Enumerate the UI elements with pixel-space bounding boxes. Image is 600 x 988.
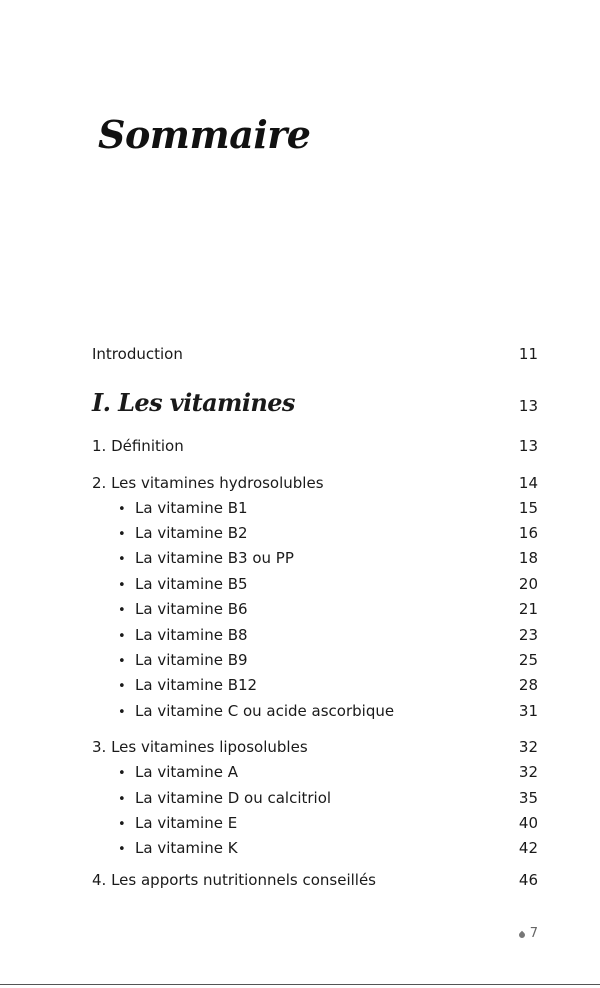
toc-label: • La vitamine A	[118, 762, 238, 784]
toc-entry-part-vitamines[interactable]	[92, 388, 538, 417]
toc-subentry[interactable]	[118, 625, 538, 647]
toc-page: 31	[518, 702, 538, 720]
toc-label: • La vitamine B6	[118, 599, 248, 621]
toc-subentry[interactable]	[118, 498, 538, 520]
bottom-divider	[0, 984, 600, 985]
toc-label: • La vitamine B3 ou PP	[118, 548, 294, 570]
toc-label: 2. Les vitamines hydrosolubles	[92, 474, 324, 492]
toc-page: 14	[518, 474, 538, 492]
drop-icon	[517, 930, 525, 938]
page-number: 7	[529, 926, 538, 941]
toc-label: • La vitamine B9	[118, 650, 248, 672]
toc-label: • La vitamine C ou acide ascorbique	[118, 701, 394, 723]
toc-page: 25	[518, 651, 538, 669]
toc-subentry[interactable]	[118, 548, 538, 570]
toc-label: • La vitamine E	[118, 813, 237, 835]
toc-subentry[interactable]	[118, 762, 538, 784]
toc-entry-apports[interactable]	[92, 870, 538, 890]
toc-page: 21	[518, 600, 538, 618]
toc-page: 32	[518, 763, 538, 781]
toc-label: 1. Définition	[92, 437, 184, 455]
toc-subentry[interactable]	[118, 838, 538, 860]
page-footer	[519, 926, 538, 941]
toc-page: 13	[518, 397, 538, 415]
toc-label: 4. Les apports nutritionnels conseillés	[92, 871, 376, 889]
toc-page: 46	[518, 871, 538, 889]
toc-page: 11	[518, 345, 538, 363]
toc-entry-liposolubles[interactable]	[92, 737, 538, 757]
toc-entry-definition[interactable]	[92, 436, 538, 456]
toc-page: 40	[518, 814, 538, 832]
toc-page: 16	[518, 524, 538, 542]
toc-subentry[interactable]	[118, 599, 538, 621]
toc-page: 20	[518, 575, 538, 593]
toc-label: • La vitamine D ou calcitriol	[118, 788, 331, 810]
toc-page: 32	[518, 738, 538, 756]
toc-label: • La vitamine B8	[118, 625, 248, 647]
toc-label: • La vitamine K	[118, 838, 238, 860]
toc-subentry[interactable]	[118, 574, 538, 596]
toc-subentry[interactable]	[118, 675, 538, 697]
toc-part-label: I. Les vitamines	[92, 388, 295, 417]
toc-subentry[interactable]	[118, 523, 538, 545]
toc-label: • La vitamine B5	[118, 574, 248, 596]
toc-entry-hydrosolubles[interactable]	[92, 473, 538, 493]
toc-page: 13	[518, 437, 538, 455]
toc-subentry[interactable]	[118, 701, 538, 723]
toc-label: • La vitamine B1	[118, 498, 248, 520]
toc-subentry[interactable]	[118, 650, 538, 672]
toc-label: Introduction	[92, 345, 183, 363]
toc-page: 28	[518, 676, 538, 694]
toc-label: • La vitamine B12	[118, 675, 257, 697]
toc-page: 23	[518, 626, 538, 644]
toc-subentry[interactable]	[118, 813, 538, 835]
toc-page: 15	[518, 499, 538, 517]
toc-page: 42	[518, 839, 538, 857]
toc-entry-introduction[interactable]	[92, 344, 538, 364]
toc-label: 3. Les vitamines liposolubles	[92, 738, 308, 756]
page-title: Sommaire	[98, 112, 311, 157]
toc-page: 18	[518, 549, 538, 567]
toc-label: • La vitamine B2	[118, 523, 248, 545]
toc-page: 35	[518, 789, 538, 807]
toc-subentry[interactable]	[118, 788, 538, 810]
